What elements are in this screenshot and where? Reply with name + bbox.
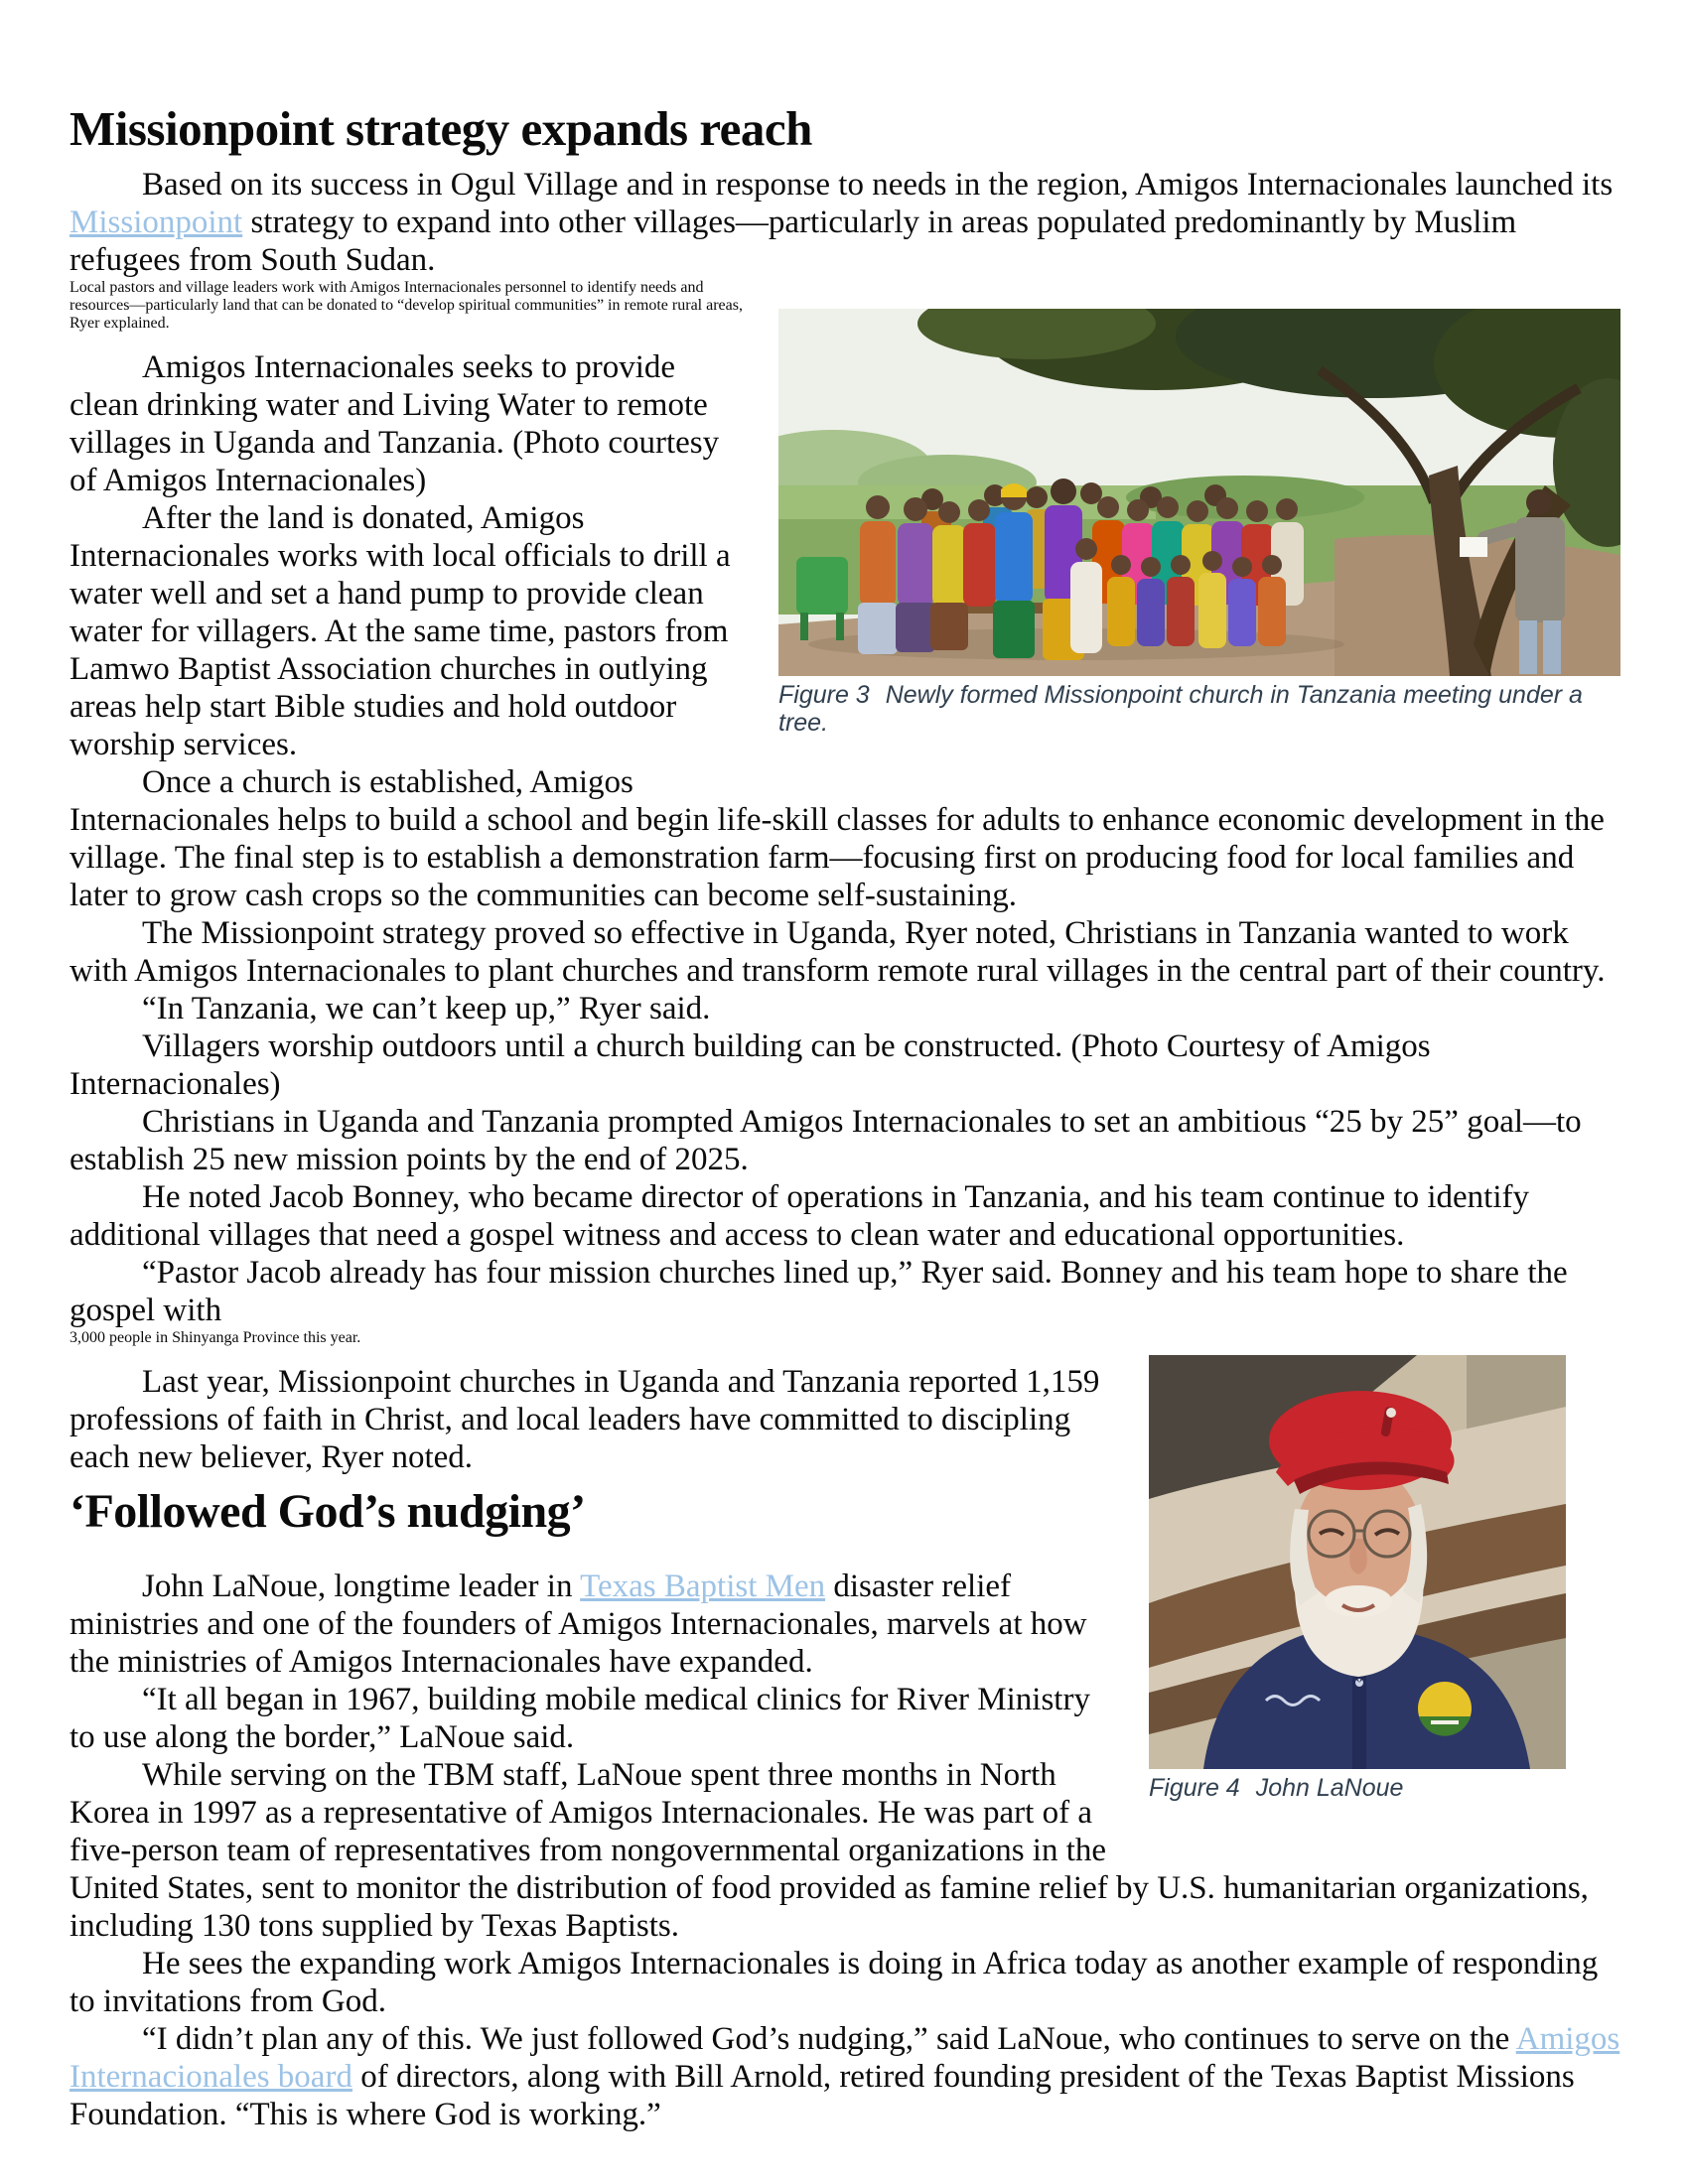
paragraph-gods-nudging-text-end: of directors, along with Bill Arnold, retired founding president of the Texas Baptist Missions Foundation. “This is where God is working.” xyxy=(70,2059,1575,2132)
paragraph-strategy-effective xyxy=(70,914,1620,990)
paragraph-gods-nudging-text: “I didn’t plan any of this. We just followed God’s nudging,” said LaNoue, who continues to serve on the xyxy=(142,2021,1516,2057)
paragraph-intro xyxy=(70,166,1620,279)
paragraph-jacob-bonney xyxy=(70,1178,1620,1254)
paragraph-cant-keep-up-text: “In Tanzania, we can’t keep up,” Ryer said. xyxy=(142,991,711,1026)
paragraph-intro-text: Based on its success in Ogul Village and in response to needs in the region, Amigos Internacionales launched its xyxy=(142,167,1614,203)
paragraph-clean-water-text: Amigos Internacionales seeks to provide clean drinking water and Living Water to remote villages in Uganda and Tanzania. (Photo courtesy of Amigos Internacionales) xyxy=(70,349,720,498)
paragraph-gods-nudging xyxy=(70,2020,1620,2133)
missionpoint-church-photo xyxy=(778,309,1620,676)
paragraph-pastor-jacob-text-end: 3,000 people in Shinyanga Province this year. xyxy=(70,1329,361,1346)
section-heading: ‘Followed God’s nudging’ xyxy=(70,1485,586,1538)
paragraph-john-lanoue-text-end: disaster relief ministries and one of the founders of Amigos Internacionales, marvels at how the ministries of Amigos Internacionales have expanded. xyxy=(70,1569,1087,1680)
figure-3-caption xyxy=(778,681,1620,737)
missionpoint-link[interactable]: Missionpoint xyxy=(70,205,243,240)
texas-baptist-men-link[interactable]: Texas Baptist Men xyxy=(580,1569,826,1604)
paragraph-worship-outdoors-text: Villagers worship outdoors until a church building can be constructed. (Photo Courtesy of Amigos Internacionales) xyxy=(70,1028,1431,1102)
paragraph-church-established-text: Once a church is established, Amigos Internacionales helps to build a school and begin life-skill classes for adults to enhance economic development in the village. The final step is to establish a demonstration farm—focusing first on producing food for local families and later to grow cash crops so the communities can become self-sustaining. xyxy=(70,764,1605,913)
paragraph-jacob-bonney-text: He noted Jacob Bonney, who became director of operations in Tanzania, and his team continue to identify additional villages that need a gospel witness and access to clean water and educational opportunities. xyxy=(70,1179,1530,1253)
figure-4 xyxy=(1149,1355,1566,1802)
figure-3-label: Figure 3 xyxy=(778,681,870,709)
paragraph-expanding-work-text: He sees the expanding work Amigos Internacionales is doing in Africa today as another example of responding to invitations from God. xyxy=(70,1946,1599,2019)
john-lanoue-photo xyxy=(1149,1355,1566,1769)
figure-4-label: Figure 4 xyxy=(1149,1774,1240,1802)
paragraph-john-lanoue-text: John LaNoue, longtime leader in xyxy=(142,1569,581,1604)
paragraph-cant-keep-up xyxy=(70,990,1620,1027)
article-title: Missionpoint strategy expands reach xyxy=(70,101,812,156)
paragraph-worship-outdoors xyxy=(70,1027,1620,1103)
paragraph-expanding-work xyxy=(70,1945,1620,2020)
paragraph-professions-text: Last year, Missionpoint churches in Uganda and Tanzania reported 1,159 professions of faith in Christ, and local leaders have committed to discipling each new believer, Ryer noted. xyxy=(70,1364,1100,1475)
figure-4-caption xyxy=(1149,1774,1566,1802)
paragraph-25-by-25-text: Christians in Uganda and Tanzania prompted Amigos Internacionales to set an ambitious “25 by 25” goal—to establish 25 new mission points by the end of 2025. xyxy=(70,1104,1582,1177)
paragraph-pastor-jacob-text: “Pastor Jacob already has four mission churches lined up,” Ryer said. Bonney and his team hope to share the gospel with xyxy=(70,1255,1568,1328)
paragraph-strategy-effective-text: The Missionpoint strategy proved so effective in Uganda, Ryer noted, Christians in Tanzania wanted to work with Amigos Internacionales to plant churches and transform remote rural villages in the central part of their country. xyxy=(70,915,1606,989)
figure-3 xyxy=(778,309,1620,737)
paragraph-land-donated-text: After the land is donated, Amigos Internacionales works with local officials to drill a water well and set a hand pump to provide clean water for villagers. At the same time, pastors from Lamwo Baptist Association churches in outlying areas help start Bible studies and hold outdoor worship services. xyxy=(70,500,731,762)
paragraph-local-pastors-text: Local pastors and village leaders work with Amigos Internacionales personnel to identify needs and resources—particularly land that can be donated to “develop spiritual communities” in remote rural areas, Ryer explained. xyxy=(70,279,743,332)
amigos-board-link[interactable]: Amigos Internacionales board xyxy=(70,2021,1620,2095)
figure-4-text: John LaNoue xyxy=(1255,1774,1404,1802)
paragraph-intro-text-end: strategy to expand into other villages—particularly in areas populated predominantly by Muslim refugees from South Sudan. xyxy=(70,205,1517,278)
paragraph-25-by-25 xyxy=(70,1103,1620,1178)
figure-3-text: Newly formed Missionpoint church in Tanzania meeting under a tree. xyxy=(778,681,1583,737)
paragraph-it-all-began-text: “It all began in 1967, building mobile medical clinics for River Ministry to use along the border,” LaNoue said. xyxy=(70,1682,1090,1755)
paragraph-church-established xyxy=(70,763,1620,914)
paragraph-pastor-jacob xyxy=(70,1254,1620,1329)
paragraph-north-korea-text: While serving on the TBM staff, LaNoue spent three months in North Korea in 1997 as a representative of Amigos Internacionales. He was part of a five-person team of representatives from nongovernmental organizations in the United States, sent to monitor the distribution of food provided as famine relief by U.S. humanitarian organizations, including 130 tons supplied by Texas Baptists. xyxy=(70,1757,1589,1944)
